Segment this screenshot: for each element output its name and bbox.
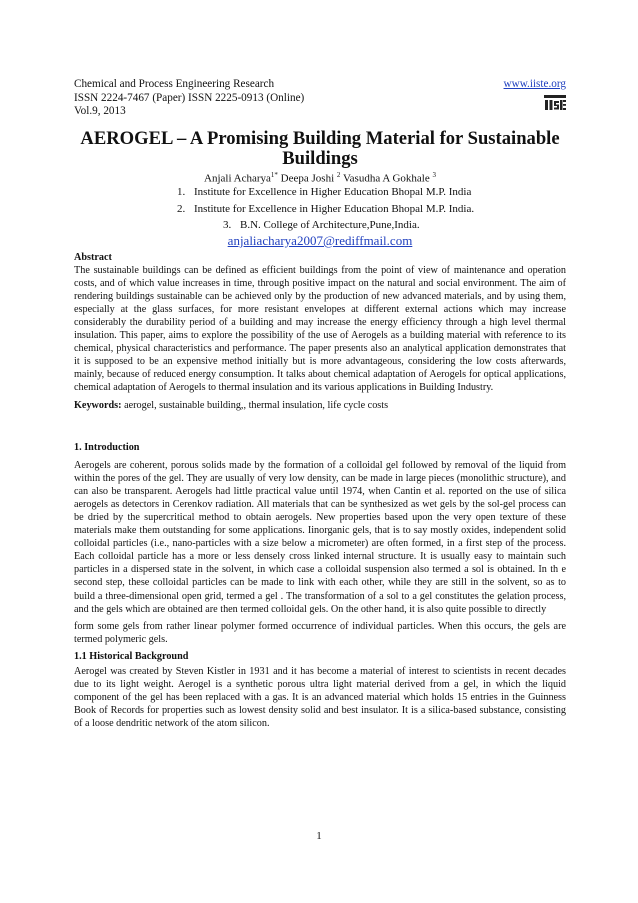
author-3-sup: 3 <box>432 171 436 179</box>
author-2-sup: 2 <box>336 171 341 179</box>
author-1: Anjali Acharya <box>204 172 271 185</box>
issn-line: ISSN 2224-7467 (Paper) ISSN 2225-0913 (Online) <box>74 91 305 104</box>
affiliation-3: 3. B.N. College of Architecture,Pune,India. <box>223 219 420 231</box>
page-number: 1 <box>316 830 322 842</box>
author-list <box>74 171 566 185</box>
keywords-line <box>74 399 566 412</box>
historical-background-heading: 1.1 Historical Background <box>74 650 189 662</box>
abstract-section <box>74 251 566 412</box>
journal-header <box>74 78 566 119</box>
affiliation-2: 2. Institute for Excellence in Higher Education Bhopal M.P. India. <box>177 203 475 215</box>
author-3: Vasudha A Gokhale <box>342 172 430 185</box>
paper-title <box>74 129 566 169</box>
introduction-paragraph-2: form some gels from rather linear polymer formed occurrence of individual particles. When this occurs, the gels are termed polymeric gels. <box>74 620 566 645</box>
introduction-paragraph-1: Aerogels are coherent, porous solids made by the formation of a colloidal gel followed by removal of the liquid from within the pores of the gel. They are usually of very low density, can be made in large pieces (monolithic structure), and can also be transparent. Aerogels had little practical value until 1974, when Cantin et al. reported on the use of silica aerogels as detectors in Cerenkov radiation. All materials that can be synthesized as wet gels by the sol-gel process can be dried by the supercritical method to obtain aerogels. New properties based upon the very open texture of these materials make them outstanding for some applications. Iinorganic gels, that is to say mostly oxides, independent solid colloidal particles (i.e., nano-particles with a size below a micrometer) are often formed, in a first step of the process. Each colloidal particle has a more or less densely cross linked internal structure. It is usually easy to maintain such particles in a dispersed state in the solvent, in which case a colloidal suspension also termed a sol is obtained. In th e second step, these colloidal particles can be made to link with each other, while they are still in the solvent, so as to build a three-dimensional open grid, termed a gel . The transformation of a sol to a gel constitutes the gelation process, and the gels which are obtained are then termed colloidal gels. On the other hand, it is also quite possible to directly <box>74 460 566 615</box>
title-line-2: Buildings <box>282 148 358 169</box>
introduction-heading: 1. Introduction <box>74 442 140 453</box>
author-2: Deepa Joshi <box>280 172 335 185</box>
author-1-sup: 1* <box>270 171 278 179</box>
title-line-1: AEROGEL – A Promising Building Material for Sustainable <box>80 128 560 149</box>
keywords-label: Keywords: <box>74 399 122 411</box>
author-email-link[interactable]: anjaliacharya2007@rediffmail.com <box>227 233 413 248</box>
introduction-section <box>74 441 566 730</box>
iiste-logo-icon <box>544 95 566 110</box>
journal-name: Chemical and Process Engineering Research <box>74 78 275 90</box>
affiliation-1: 1. Institute for Excellence in Higher Education Bhopal M.P. India <box>177 186 472 198</box>
journal-url-link[interactable]: www.iiste.org <box>503 78 566 90</box>
historical-background-text: Aerogel was created by Steven Kistler in 1931 and it has become a material of interest to scientists in recent decades due to its light weight. Aerogel is a synthetic porous ultra light material derived from a gel, in which the liquid component of the gel has been replaced with a gas. It is an advanced material which holds 15 entries in the Guinness Book of Records for properties such as lowest density solid and best insulator. It is a silica-based substance, consisting of a loose dendritic network of the atom silicon. <box>74 665 566 729</box>
abstract-text: The sustainable buildings can be defined as efficient buildings from the point of view of maintenance and operation costs, and of which value increases in time, through positive impact on the natural and social environment. The aim of rendering buildings sustainable can be achieved only by the production of new advanced materials, and by using them, especially at the glass surfaces, for more resistant envelopes at different external actions which may increase considerably the durability period of a building and may increase the energy efficiency through a high level thermal insulation. This paper, aims to explore the possibility of the use of Aerogels as a building material with reference to its chemical, physical characteristics and performance. The paper presents also an analytical application demonstrates that it is supposed to be an expensive method initially but is more advantageous, considering the low costs afterwards, mainly, because of reduced energy consumption. It talks about chemical adaptation of Aerogels for optical applications, chemical adaptation of Aerogels to thermal insulation and its various applications in Building Industry. <box>74 265 566 394</box>
abstract-heading: Abstract <box>74 252 112 263</box>
volume-line: Vol.9, 2013 <box>74 105 126 118</box>
keywords-text: aerogel, sustainable building,, thermal insulation, life cycle costs <box>124 399 389 411</box>
